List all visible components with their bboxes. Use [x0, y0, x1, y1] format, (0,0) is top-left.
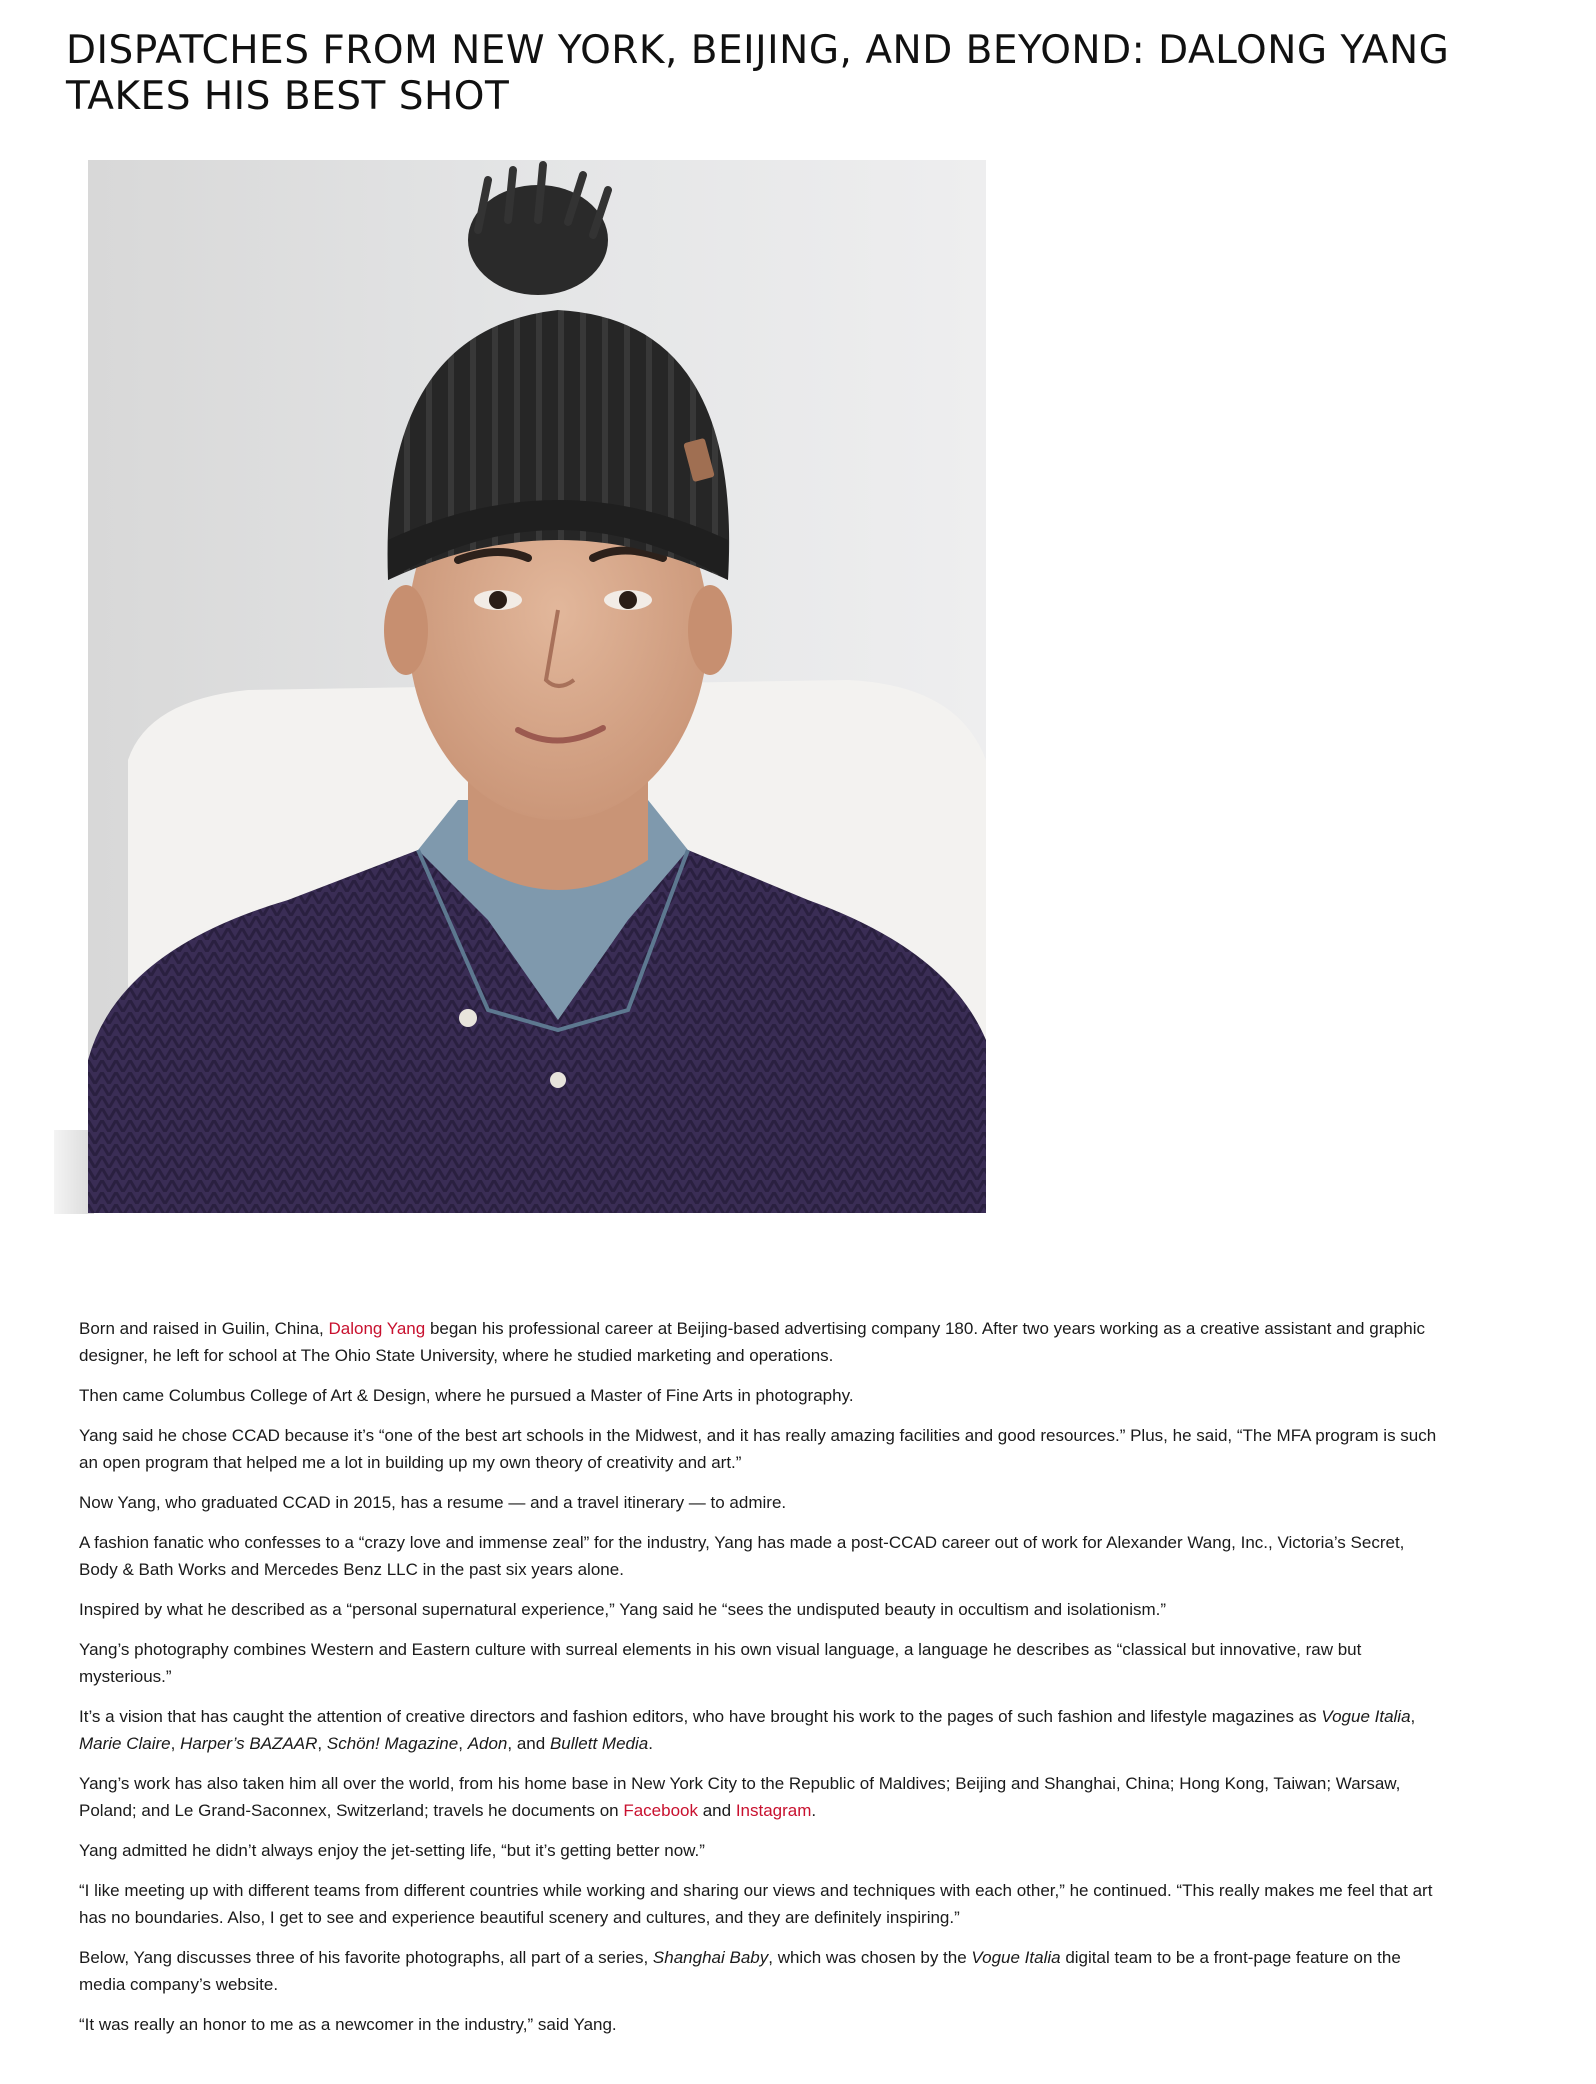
- text-run: .: [811, 1801, 817, 1820]
- text-run: .: [648, 1734, 653, 1753]
- magazine-name: Marie Claire: [79, 1734, 171, 1753]
- text-run: ,: [170, 1734, 181, 1753]
- instagram-link[interactable]: Instagram: [735, 1801, 812, 1820]
- text-run: It’s a vision that has caught the attention of creative directors and fashion editors, who have brought his work to the pages of such fashion and lifestyle magazines as: [79, 1707, 1322, 1726]
- facebook-link[interactable]: Facebook: [623, 1801, 698, 1820]
- paragraph-9: [79, 1770, 1439, 1824]
- text-run: , and: [507, 1734, 550, 1753]
- paragraph-1: [79, 1315, 1439, 1369]
- magazine-name: Adon: [467, 1734, 508, 1753]
- dalong-yang-link[interactable]: Dalong Yang: [328, 1319, 426, 1338]
- text-run: and: [698, 1801, 736, 1820]
- text-run: digital team to be a front-page feature on the media company’s website.: [79, 1948, 1401, 1994]
- paragraph-4: Now Yang, who graduated CCAD in 2015, has a resume — and a travel itinerary — to admire.: [79, 1493, 787, 1512]
- magazine-name: Schön! Magazine: [326, 1734, 459, 1753]
- paragraph-13: “It was really an honor to me as a newcomer in the industry,” said Yang.: [79, 2015, 617, 2034]
- text-run: Born and raised in Guilin, China,: [79, 1319, 329, 1338]
- portrait-photo: [88, 160, 986, 1213]
- paragraph-7: Yang’s photography combines Western and Eastern culture with surreal elements in his own visual language, a language he describes as “classical but innovative, raw but mysterious.”: [79, 1640, 1362, 1686]
- magazine-name: Vogue Italia: [971, 1948, 1061, 1967]
- text-run: ,: [317, 1734, 327, 1753]
- article-body: [79, 1315, 1439, 2051]
- text-run: ,: [458, 1734, 468, 1753]
- text-run: began his professional career at Beijing-based advertising company 180. After two years working as a creative assistant and graphic designer, he left for school at The Ohio State University, where he studied marketing and operations.: [79, 1319, 1425, 1365]
- text-run: Yang’s work has also taken him all over the world, from his home base in New York City to the Republic of Maldives; Beijing and Shanghai, China; Hong Kong, Taiwan; Warsaw, Poland; and Le Grand-Saconnex, Switzerland; travels he documents on: [79, 1774, 1401, 1820]
- paragraph-2: Then came Columbus College of Art & Design, where he pursued a Master of Fine Arts in photography.: [79, 1386, 854, 1405]
- paragraph-8: [79, 1703, 1439, 1757]
- text-run: , which was chosen by the: [768, 1948, 972, 1967]
- portrait-illustration: [88, 160, 986, 1213]
- paragraph-10: Yang admitted he didn’t always enjoy the jet-setting life, “but it’s getting better now.”: [79, 1841, 705, 1860]
- paragraph-3: Yang said he chose CCAD because it’s “one of the best art schools in the Midwest, and it has really amazing facilities and good resources.” Plus, he said, “The MFA program is such an open program that helped me a lot in building up my own theory of creativity and art.”: [79, 1426, 1437, 1472]
- text-run: ,: [1410, 1707, 1416, 1726]
- paragraph-12: [79, 1944, 1439, 1998]
- magazine-name: Vogue Italia: [1321, 1707, 1411, 1726]
- magazine-name: Bullett Media: [549, 1734, 649, 1753]
- paragraph-6: Inspired by what he described as a “personal supernatural experience,” Yang said he “sees the undisputed beauty in occultism and isolationism.”: [79, 1600, 1167, 1619]
- article-title: DISPATCHES FROM NEW YORK, BEIJING, AND BEYOND: DALONG YANG TAKES HIS BEST SHOT: [66, 28, 1450, 119]
- magazine-name: Harper’s BAZAAR: [180, 1734, 318, 1753]
- paragraph-5: A fashion fanatic who confesses to a “crazy love and immense zeal” for the industry, Yang has made a post-CCAD career out of work for Alexander Wang, Inc., Victoria’s Secret, Body & Bath Works and Mercedes Benz LLC in the past six years alone.: [79, 1533, 1405, 1579]
- paragraph-11: “I like meeting up with different teams from different countries while working and sharing our views and techniques with each other,” he continued. “This really makes me feel that art has no boundaries. Also, I get to see and experience beautiful scenery and cultures, and they are definitely inspiring.”: [79, 1881, 1433, 1927]
- series-name: Shanghai Baby: [652, 1948, 769, 1967]
- text-run: Below, Yang discusses three of his favorite photographs, all part of a series,: [79, 1948, 653, 1967]
